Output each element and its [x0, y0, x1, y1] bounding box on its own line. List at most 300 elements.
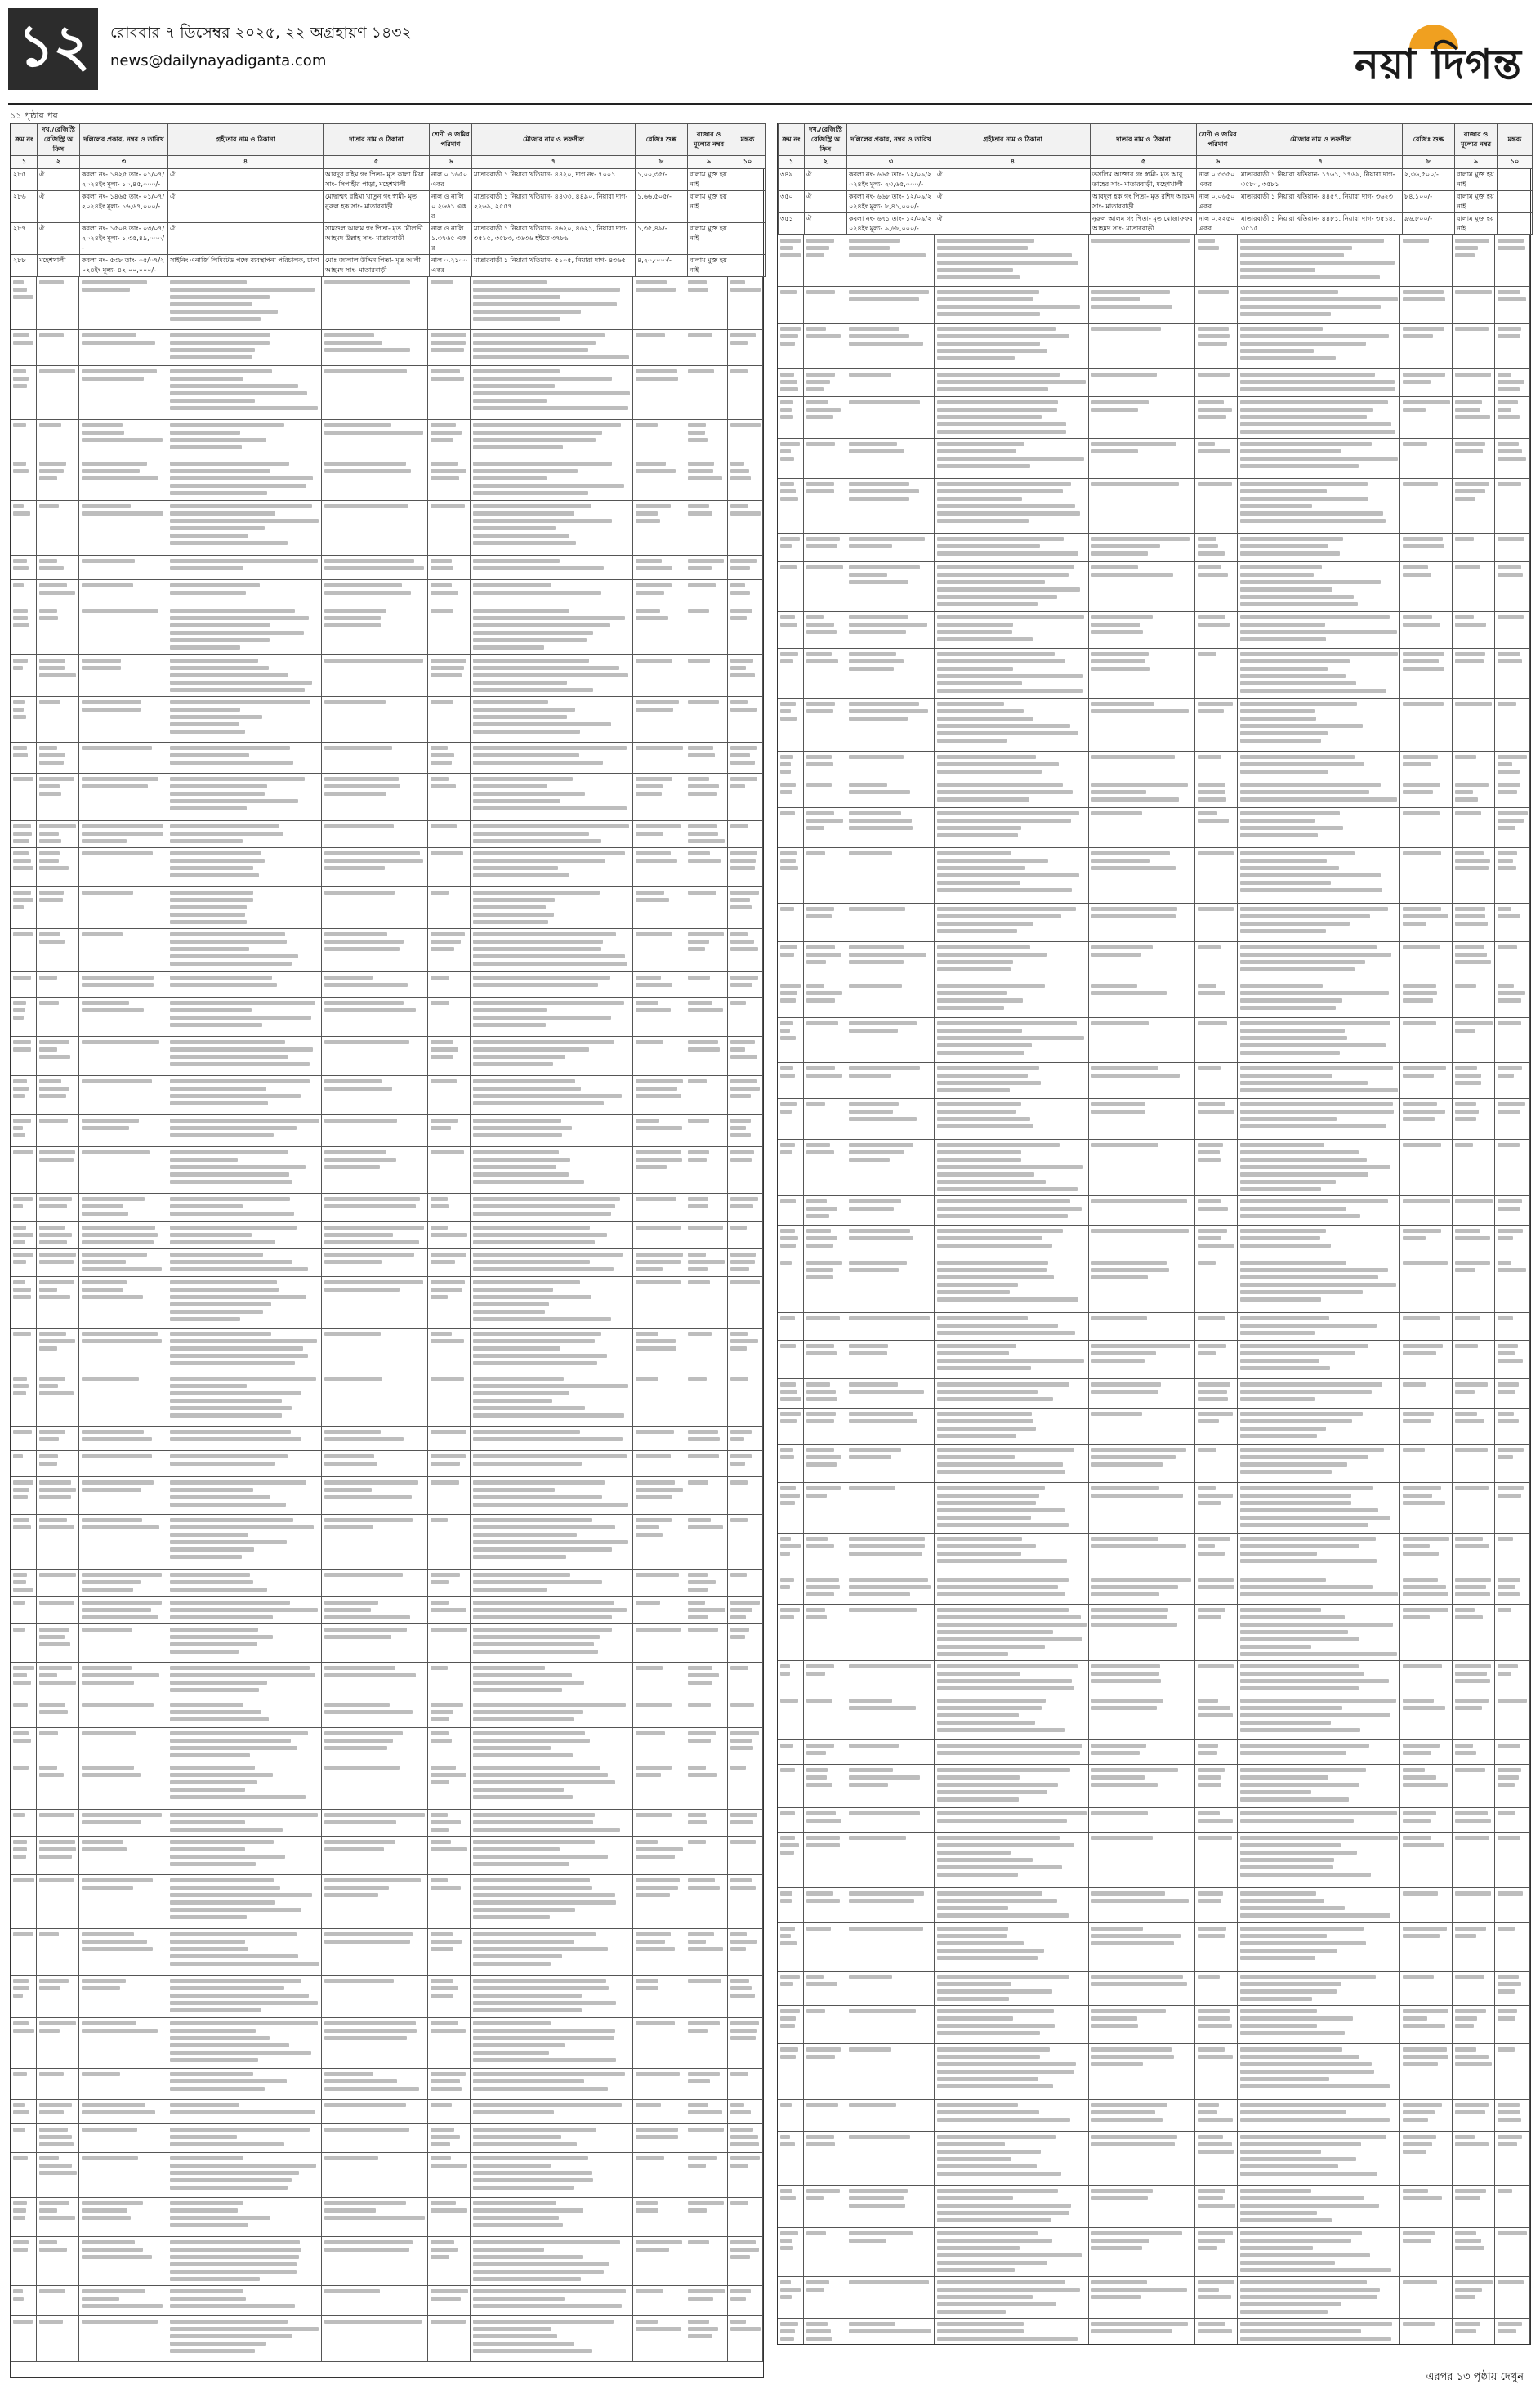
text-line [1091, 859, 1150, 863]
text-line [1240, 755, 1355, 759]
table-row [11, 1076, 763, 1115]
table-cell [428, 1762, 471, 1809]
text-line [1498, 290, 1520, 294]
table-cell [1238, 439, 1401, 478]
text-line [1091, 2295, 1141, 2299]
table-cell [1238, 1379, 1401, 1408]
table-cell [322, 1810, 428, 1836]
column-number: ৪ [168, 156, 324, 169]
text-line [1498, 1989, 1515, 1994]
text-line [170, 851, 261, 855]
text-line [636, 1488, 682, 1492]
table-cell [728, 887, 763, 928]
table-cell [11, 998, 37, 1036]
text-line [170, 1302, 272, 1306]
text-line [431, 1979, 453, 1983]
table-row [778, 1257, 1530, 1313]
text-line [1240, 945, 1377, 949]
table-cell [1089, 1765, 1195, 1807]
table-cell [685, 1277, 728, 1328]
text-line [473, 681, 567, 685]
table-cell [37, 1837, 79, 1874]
text-line [1403, 573, 1431, 577]
table-cell [846, 235, 935, 286]
table-cell [633, 1570, 685, 1596]
table-cell [79, 1194, 167, 1221]
text-line [636, 1525, 659, 1529]
table-cell [778, 2006, 804, 2043]
text-line [324, 2029, 416, 2033]
text-line [849, 239, 900, 243]
text-line [431, 784, 456, 788]
text-line [1498, 1975, 1519, 1979]
table-cell [778, 1257, 804, 1312]
text-line [1403, 1074, 1433, 1078]
text-line [170, 832, 283, 836]
text-line [1498, 2009, 1517, 2013]
text-line [82, 784, 149, 788]
table-cell [1400, 612, 1453, 648]
text-line [473, 947, 601, 951]
table-row [11, 1373, 763, 1427]
text-line [1240, 290, 1338, 294]
text-line [937, 2070, 1075, 2074]
table-cell: নাল ০.২২৫০ একর [1197, 213, 1239, 235]
table-row [778, 2132, 1530, 2186]
text-line [1240, 1744, 1369, 1748]
text-line [730, 761, 755, 765]
text-line [1240, 907, 1389, 911]
table-cell [633, 774, 685, 820]
table-cell [167, 1597, 323, 1623]
table-row [11, 277, 763, 330]
table-cell [79, 556, 167, 579]
text-line [1091, 1494, 1182, 1498]
table-cell [1453, 2044, 1495, 2099]
text-line [1198, 573, 1228, 577]
text-line [431, 341, 466, 345]
text-line [431, 1813, 448, 1817]
text-line [806, 1699, 832, 1703]
text-line [170, 1280, 278, 1284]
text-line [688, 1119, 709, 1123]
text-line [937, 702, 1005, 706]
text-line [1198, 482, 1232, 486]
text-line [806, 1382, 830, 1387]
text-line [324, 591, 411, 595]
text-line [1198, 623, 1230, 627]
text-line [431, 1780, 449, 1784]
table-cell [778, 1099, 804, 1139]
table-cell [1089, 808, 1195, 847]
text-line [780, 489, 796, 493]
text-line [1091, 1462, 1163, 1467]
text-line [688, 753, 715, 757]
text-line [82, 1430, 144, 1434]
table-cell [633, 605, 685, 654]
text-line [937, 275, 1020, 279]
text-line [806, 1975, 824, 1979]
text-line [431, 1940, 462, 1944]
text-line [937, 504, 1075, 508]
table-cell [633, 2237, 685, 2285]
text-line [636, 1840, 657, 1844]
table-cell [428, 1597, 471, 1623]
text-line [730, 2320, 746, 2324]
text-line [39, 566, 64, 570]
table-cell [935, 287, 1090, 323]
text-line [1240, 1790, 1312, 1794]
text-line [170, 1746, 298, 1750]
table-cell [633, 1427, 685, 1450]
text-line [1198, 1552, 1225, 1556]
text-line [937, 2164, 1037, 2168]
table-cell [167, 1837, 323, 1874]
text-line [1455, 1811, 1488, 1815]
text-line [473, 566, 604, 570]
text-line [39, 2156, 59, 2160]
text-line [1198, 2239, 1225, 2243]
table-cell [37, 1329, 79, 1373]
table-cell [778, 612, 804, 648]
text-line [937, 408, 1058, 412]
text-line [1240, 2239, 1352, 2243]
text-line [473, 1280, 580, 1284]
column-number: ৯ [688, 156, 730, 169]
text-line [39, 1150, 75, 1154]
table-cell [685, 1037, 728, 1075]
text-line [473, 1855, 608, 1859]
text-line [170, 2142, 284, 2146]
text-line [780, 770, 791, 774]
text-line [39, 898, 63, 902]
table-cell [428, 1515, 471, 1569]
text-line [431, 1766, 456, 1770]
text-line [170, 891, 254, 895]
text-line [1240, 2062, 1372, 2066]
text-line [1198, 1744, 1218, 1748]
text-line [636, 2289, 663, 2293]
text-line [688, 609, 709, 613]
text-line [1240, 1949, 1337, 1953]
column-number: ৮ [636, 156, 688, 169]
text-line [324, 1119, 397, 1123]
table-cell [935, 2319, 1090, 2344]
column-number: ৩ [847, 156, 935, 169]
text-line [473, 2240, 620, 2244]
text-line [431, 2087, 462, 2091]
table-cell [778, 1661, 804, 1695]
text-line [849, 1585, 931, 1589]
table-cell [846, 2277, 935, 2318]
text-line [324, 976, 373, 980]
text-line [13, 1588, 33, 1592]
text-line [937, 1623, 1087, 1627]
text-line [937, 1934, 1007, 1938]
text-line [806, 998, 835, 1003]
text-line [1091, 2110, 1155, 2114]
text-line [849, 1229, 910, 1233]
text-line [849, 1455, 891, 1459]
text-line [849, 253, 926, 257]
text-line [806, 544, 837, 548]
table-cell [167, 655, 323, 696]
text-line [730, 288, 761, 292]
text-line [636, 1094, 681, 1098]
table-cell [1089, 1483, 1195, 1533]
text-line [636, 609, 659, 613]
text-line [13, 1580, 26, 1584]
text-line [1240, 1051, 1340, 1055]
text-line [1455, 1679, 1490, 1683]
text-line [937, 1180, 1047, 1184]
table-cell [471, 1699, 634, 1727]
text-line [688, 1615, 708, 1619]
text-line [937, 1470, 1066, 1474]
text-line [13, 1233, 33, 1237]
table-cell [11, 1249, 37, 1276]
text-line [1198, 2189, 1225, 2193]
text-line [1198, 2110, 1217, 2114]
text-line [849, 667, 894, 671]
table-cell [935, 1695, 1090, 1739]
text-line [39, 583, 67, 587]
text-line [431, 659, 466, 663]
text-line [1240, 1672, 1364, 1676]
text-line [431, 1204, 449, 1208]
text-line [82, 280, 148, 284]
text-line [473, 1413, 624, 1418]
text-line [937, 1585, 1059, 1589]
text-line [1091, 1316, 1147, 1320]
table-cell [1453, 1574, 1495, 1604]
table-cell [167, 1477, 323, 1514]
text-line [780, 1486, 796, 1490]
text-line [1455, 1592, 1490, 1596]
text-line [1240, 1290, 1363, 1294]
table-cell [685, 2286, 728, 2315]
text-line [1091, 2009, 1166, 2013]
text-line [937, 246, 1028, 250]
table-cell [1089, 287, 1195, 323]
text-line [730, 583, 745, 587]
text-line [806, 2337, 832, 2341]
text-line [1091, 945, 1153, 949]
table-cell: নাল ০.৩৩৫০ একর [1197, 169, 1239, 191]
table-cell [804, 2319, 846, 2344]
text-line [780, 907, 794, 911]
table-cell [1195, 1888, 1238, 1922]
table-cell [935, 534, 1090, 561]
text-line [82, 1932, 134, 1936]
table-cell [804, 649, 846, 698]
header-cell: বাজার ও মূল্যের নম্বর [1455, 124, 1498, 156]
table-cell [79, 330, 167, 365]
text-line [473, 2334, 557, 2338]
table-cell [1238, 1972, 1401, 2005]
text-line [1240, 811, 1340, 815]
text-line [1498, 334, 1520, 338]
table-cell [1195, 980, 1238, 1017]
table-cell [1089, 1063, 1195, 1098]
text-line [1240, 1261, 1346, 1265]
text-line [1403, 907, 1440, 911]
text-line [1198, 1775, 1221, 1780]
text-line [806, 239, 834, 243]
text-line [431, 1580, 449, 1584]
text-line [1240, 914, 1370, 918]
table-cell [428, 2198, 471, 2236]
table-cell [1238, 2132, 1401, 2185]
table-cell [633, 366, 685, 419]
text-line [1403, 914, 1448, 918]
text-line [849, 297, 919, 301]
column-number: ৭ [472, 156, 636, 169]
text-line [1240, 342, 1366, 346]
table-cell [633, 848, 685, 886]
text-line [688, 369, 714, 373]
table-cell [322, 1929, 428, 1975]
text-line [730, 2110, 751, 2114]
text-line [39, 839, 61, 843]
text-line [849, 497, 909, 501]
text-line [170, 1908, 301, 1912]
table-cell [1089, 2228, 1195, 2276]
text-line [806, 1344, 834, 1348]
text-line [473, 438, 596, 442]
text-line [730, 983, 752, 987]
spacer [777, 109, 1531, 123]
table-cell [79, 1147, 167, 1193]
text-line [473, 1788, 564, 1792]
text-line [806, 1214, 829, 1218]
text-line [1403, 652, 1444, 656]
table-cell [1238, 1923, 1401, 1971]
table-cell [728, 1728, 763, 1762]
text-line [473, 476, 547, 480]
table-cell [37, 821, 79, 847]
text-line [39, 1226, 65, 1230]
table-cell [728, 743, 763, 773]
text-line [688, 932, 724, 936]
table-cell [1195, 1313, 1238, 1340]
text-line [806, 1448, 834, 1452]
table-cell [1453, 1257, 1495, 1312]
text-line [780, 1672, 790, 1676]
text-line [473, 2216, 559, 2220]
table-cell [1495, 235, 1530, 286]
text-line [1240, 1021, 1390, 1025]
left-header-row [11, 124, 766, 156]
text-line [1198, 2196, 1223, 2200]
text-line [937, 1283, 1019, 1287]
table-cell [1238, 1740, 1401, 1764]
table-cell [804, 1379, 846, 1408]
text-line [1455, 1608, 1475, 1612]
text-line [1240, 2077, 1329, 2081]
table-cell [1195, 699, 1238, 751]
table-cell [1495, 612, 1530, 648]
table-cell [428, 1663, 471, 1699]
text-line [937, 2024, 1056, 2028]
text-line [806, 1592, 834, 1596]
table-row [778, 562, 1530, 612]
text-line [1240, 1652, 1397, 1656]
table-cell [428, 420, 471, 458]
text-line [1198, 1783, 1221, 1787]
text-line [1091, 851, 1169, 855]
text-line [937, 1744, 1082, 1748]
text-line [937, 960, 1014, 964]
text-line [39, 1280, 75, 1284]
text-line [170, 1180, 293, 1184]
text-line [324, 2201, 406, 2205]
table-row [11, 655, 763, 697]
newspaper-logo [1277, 25, 1522, 90]
table-cell [79, 1249, 167, 1276]
text-line [780, 652, 798, 656]
text-line [1198, 2150, 1234, 2154]
text-line [473, 1580, 602, 1584]
text-line [170, 2156, 243, 2160]
table-cell [471, 2286, 634, 2315]
text-line [1403, 1344, 1442, 1348]
table-cell [846, 1534, 935, 1574]
text-line [730, 616, 747, 620]
text-line [937, 1297, 1078, 1302]
text-line [324, 1233, 393, 1237]
table-cell [633, 1976, 685, 2017]
text-line [170, 1954, 298, 1958]
date-line: রোববার ৭ ডিসেম্বর ২০২৫, ২২ অগ্রহায়ণ ১৪৩২ [110, 24, 412, 42]
table-cell [37, 2124, 79, 2152]
table-cell [11, 929, 37, 971]
text-line [937, 1672, 1020, 1676]
table-cell [1238, 1099, 1401, 1139]
table-cell [1400, 649, 1453, 698]
text-line [806, 1768, 828, 1772]
text-line [1091, 1783, 1158, 1787]
table-cell [1089, 235, 1195, 286]
table-cell [11, 2124, 37, 2152]
text-line [780, 449, 791, 453]
text-line [780, 1811, 795, 1815]
text-line [849, 1927, 923, 1931]
text-line [1403, 811, 1440, 815]
text-line [937, 2310, 1007, 2314]
text-line [937, 1236, 1042, 1240]
text-line [1240, 1165, 1390, 1169]
text-line [473, 1746, 551, 1750]
text-line [473, 983, 598, 987]
text-line [1091, 1768, 1178, 1772]
table-cell [778, 1605, 804, 1660]
table-cell [1089, 1226, 1195, 1257]
text-line [688, 288, 708, 292]
text-line [170, 1172, 289, 1177]
text-line [170, 2079, 287, 2083]
text-line [324, 1226, 423, 1230]
text-line [1455, 1066, 1477, 1070]
text-line [39, 616, 58, 620]
table-cell [1089, 779, 1195, 807]
text-line [1240, 1623, 1393, 1627]
table-row [778, 2100, 1530, 2132]
text-line [1455, 1261, 1490, 1265]
text-line [937, 2110, 1040, 2114]
table-cell [37, 848, 79, 886]
text-line [170, 1503, 286, 1507]
